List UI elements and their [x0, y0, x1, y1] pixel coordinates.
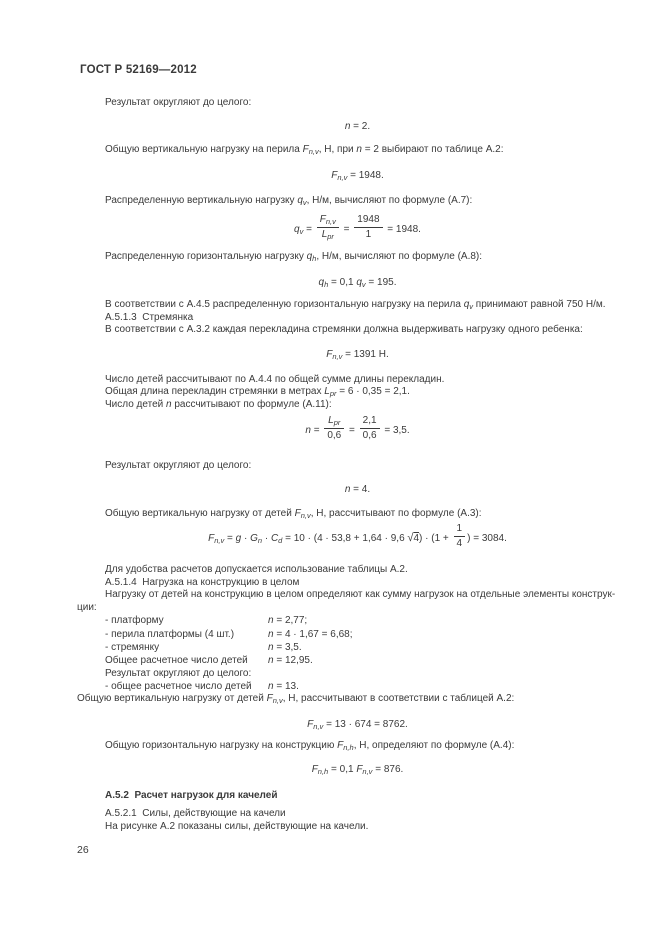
- list-item-label: - платформу: [105, 615, 164, 627]
- paragraph-structure-load-sum-line2: ции:: [77, 601, 97, 613]
- paragraph-distributed-vertical-load: Распределенную вертикальную нагрузку $q_v$, Н/м, вычисляют по формуле (А.7):: [105, 195, 473, 208]
- fraction-denominator: 0,6: [362, 430, 377, 442]
- formula-fnv-8762: $F_{n,v} = 13 \cdot 674 = 8762$.: [307, 718, 408, 731]
- paragraph-children-vertical-load-a3: Общую вертикальную нагрузку от детей $F_{n,v}$, Н, рассчитывают по формуле (А.3):: [105, 507, 482, 520]
- fraction-numerator: 2,1: [360, 415, 380, 429]
- fraction-numerator: $L_{pr}$: [324, 415, 344, 429]
- fraction: [324, 415, 344, 442]
- paragraph-children-count-a44: Число детей рассчитывают по А.4.4 по общей сумме длины перекладин.: [105, 373, 445, 385]
- list-item-value: n = 2,77;: [268, 615, 308, 627]
- formula-rhs: = 1948.: [384, 224, 421, 236]
- list-item-label: Общее расчетное число детей: [105, 654, 248, 666]
- fraction-denominator: 0,6: [327, 430, 342, 442]
- formula-rhs: = 3,5.: [381, 425, 410, 437]
- fraction-denominator: 4: [456, 538, 463, 550]
- list-item-label: - стремянку: [105, 641, 160, 653]
- heading-a521-swing-forces: А.5.2.1 Силы, действующие на качели: [105, 808, 286, 819]
- list-item-stepladder: [77, 641, 638, 654]
- fraction-denominator: $L_{pr}$: [321, 228, 334, 241]
- fraction-numerator: 1948: [354, 214, 382, 228]
- paragraph-result-rounding-2: Результат округляют до целого:: [105, 460, 252, 472]
- paragraph-a32-rung-load: В соответствии с А.3.2 каждая перекладина стремянки должна выдерживать нагрузку одного ребенка:: [105, 324, 583, 336]
- paragraph-distributed-horizontal-load: Распределенную горизонтальную нагрузку $q_h$, Н/м, вычисляют по формуле (А.8):: [105, 250, 483, 263]
- paragraph-rung-total-length: Общая длина перекладин стремянки в метрах $L_{pr} = 6 \cdot 0,35 = 2,1$.: [105, 386, 410, 399]
- formula-a11: [77, 417, 638, 444]
- paragraph-result-rounding-1: Результат округляют до целого:: [105, 97, 252, 108]
- document-title: ГОСТ Р 52169—2012: [80, 64, 197, 76]
- formula-post: ) = 3084.: [467, 533, 507, 545]
- list-item-rounding: [77, 667, 638, 680]
- list-item-value: n = 3,5.: [268, 641, 302, 653]
- list-item-total-children: [77, 654, 638, 667]
- formula-mid: ) · (1 +: [419, 533, 452, 545]
- heading-a513-stepladder: А.5.1.3 Стремянка: [105, 311, 194, 323]
- page-number: 26: [77, 844, 89, 856]
- paragraph-structure-load-sum-line1: Нагрузку от детей на конструкцию в целом определяют как сумму нагрузок на отдельные элементы конструк-: [105, 589, 616, 601]
- paragraph-horizontal-load-a4: Общую горизонтальную нагрузку на конструкцию $F_{n,h}$, Н, определяют по формуле (А.4):: [105, 740, 515, 753]
- fraction: [354, 214, 382, 241]
- fraction-numerator: 1: [454, 523, 466, 537]
- list-item-label: - перила платформы (4 шт.): [105, 628, 235, 640]
- calculation-list: [77, 614, 638, 693]
- formula-pre: $F_{n,v} = g \cdot G_n \cdot C_d = 10 \cdot (4 \cdot 53,8 + 1,64 \cdot 9,6$: [208, 533, 408, 546]
- list-item-value: [268, 667, 638, 680]
- paragraph-a45-railing-load: В соответствии с А.4.5 распределенную горизонтальную нагрузку на перила $q_v$ принимают равной 750 Н/м.: [105, 299, 606, 312]
- paragraph-children-count-formula: Число детей n рассчитывают по формуле (А.11):: [105, 398, 332, 410]
- fraction-numerator: $F_{n,v}$: [317, 214, 339, 228]
- formula-a8: $q_h = 0,1$ $q_v = 195$.: [318, 276, 397, 289]
- sqrt-radicand: 4: [413, 533, 420, 545]
- formula-n-equals-4: n = 4.: [344, 483, 371, 495]
- heading-a514-whole-structure: А.5.1.4 Нагрузка на конструкцию в целом: [105, 576, 300, 588]
- list-item-value: n = 12,95.: [268, 654, 313, 666]
- list-item-label: Результат округляют до целого:: [105, 667, 252, 679]
- formula-a3: [77, 525, 638, 552]
- list-item-platform: [77, 614, 638, 627]
- paragraph-children-vertical-load-table-a2: Общую вертикальную нагрузку от детей $F_{n,v}$, Н, рассчитывают в соответствии с таблицей А.2:: [77, 693, 515, 706]
- fraction: [454, 523, 466, 550]
- page-body: [77, 97, 638, 833]
- formula-a7: [77, 213, 638, 243]
- list-item-value: n = 4 · 1,67 = 6,68;: [268, 628, 353, 640]
- formula-mid: =: [346, 425, 358, 437]
- list-item-label: - общее расчетное число детей: [105, 680, 252, 692]
- square-root-icon: √: [407, 532, 414, 545]
- formula-a4: $F_{n,h} = 0,1$ $F_{n,v} = 876$.: [311, 763, 404, 776]
- formula-mid: =: [340, 224, 353, 236]
- formula-lhs: $q_v$ =: [294, 224, 315, 237]
- formula-n-equals-2: n = 2.: [344, 120, 371, 132]
- paragraph-table-a2-convenience: Для удобства расчетов допускается использование таблицы А.2.: [105, 564, 408, 576]
- fraction: [360, 415, 380, 442]
- formula-fnv-1391: $F_{n,v} = 1391$ Н.: [326, 348, 389, 361]
- paragraph-vertical-load-railing: Общую вертикальную нагрузку на перила $F_{n,v}$, Н, при n = 2 выбирают по таблице А.2:: [105, 144, 504, 157]
- list-item-value: n = 13.: [268, 680, 299, 692]
- formula-fnv-1948: $F_{n,v} = 1948$.: [331, 169, 384, 182]
- fraction: [317, 214, 339, 241]
- heading-a52-swing-loads: А.5.2 Расчет нагрузок для качелей: [105, 790, 278, 802]
- paragraph-figure-a2-reference: На рисунке А.2 показаны силы, действующие на качели.: [105, 820, 369, 832]
- formula-lhs: n =: [305, 425, 323, 437]
- list-item-platform-railings: [77, 628, 638, 641]
- fraction-denominator: 1: [365, 228, 372, 240]
- list-item-total-children-rounded: [77, 680, 638, 693]
